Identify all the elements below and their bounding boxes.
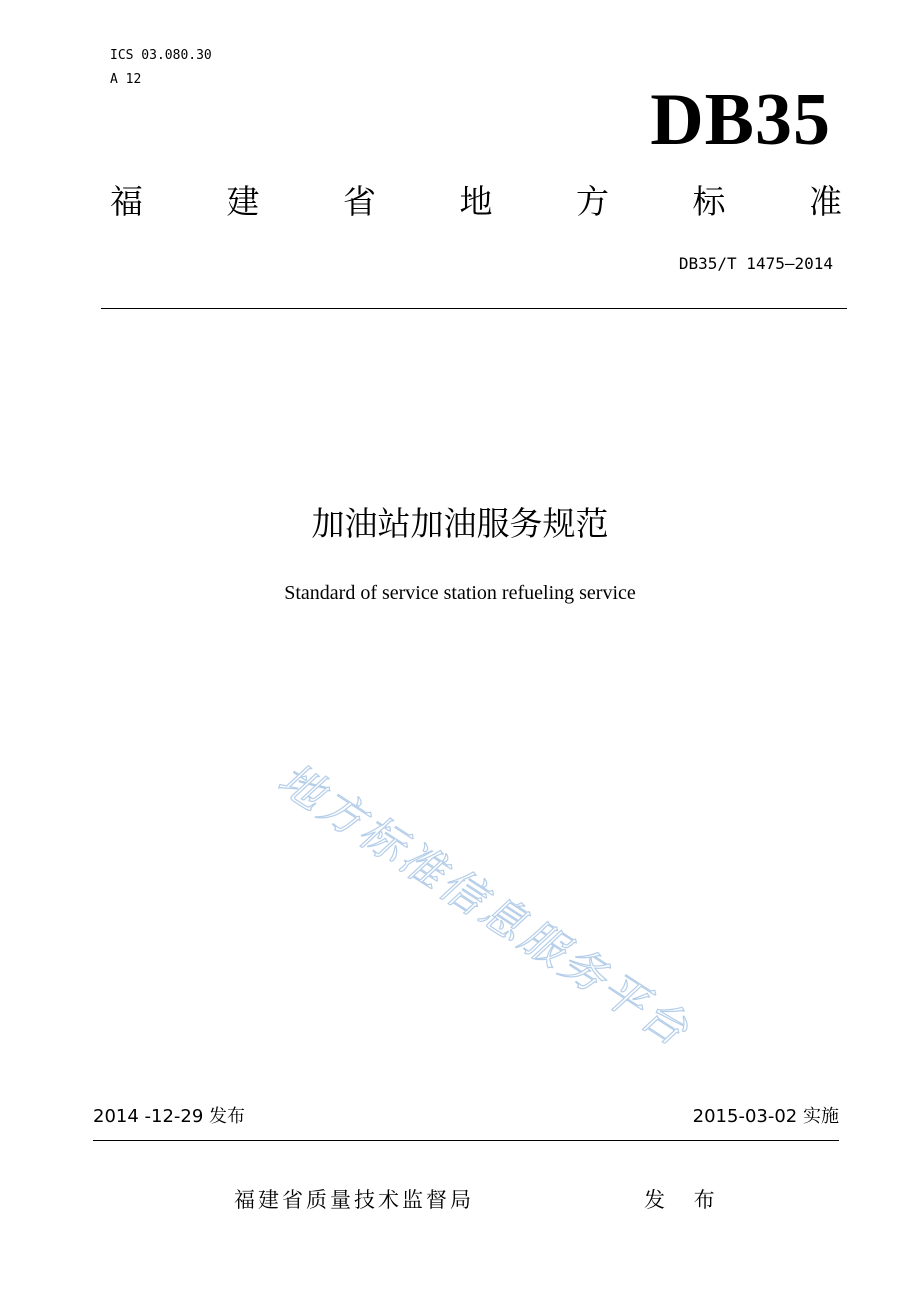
standard-number: DB35/T 1475—2014 (678, 254, 833, 273)
top-divider (101, 308, 847, 309)
classification-code: A 12 (110, 72, 142, 87)
standard-type-heading (110, 180, 842, 224)
implementation-date: 2015-03-02 实施 (692, 1106, 839, 1127)
ics-code: ICS 03.080.30 (110, 48, 212, 63)
standard-type-char: 省 (343, 182, 376, 221)
standard-type-char: 地 (459, 182, 493, 221)
document-title-en: Standard of service station refueling service (284, 582, 636, 604)
document-title-zh: 加油站加油服务规范 (311, 504, 609, 543)
standard-type-char: 方 (576, 182, 609, 221)
standard-type-char: 标 (692, 182, 726, 221)
issue-date: 2014 -12-29 发布 (93, 1106, 246, 1127)
publish-label: 发 布 (644, 1188, 726, 1212)
bottom-divider (93, 1140, 839, 1141)
publisher-name: 福建省质量技术监督局 (234, 1188, 474, 1212)
standard-type-char: 准 (809, 182, 842, 221)
db-standard-mark: DB35 (650, 79, 831, 161)
standard-type-char: 福 (110, 182, 143, 221)
watermark: 地方标准信息服务平台 (269, 753, 700, 1058)
standard-type-char: 建 (226, 182, 260, 221)
